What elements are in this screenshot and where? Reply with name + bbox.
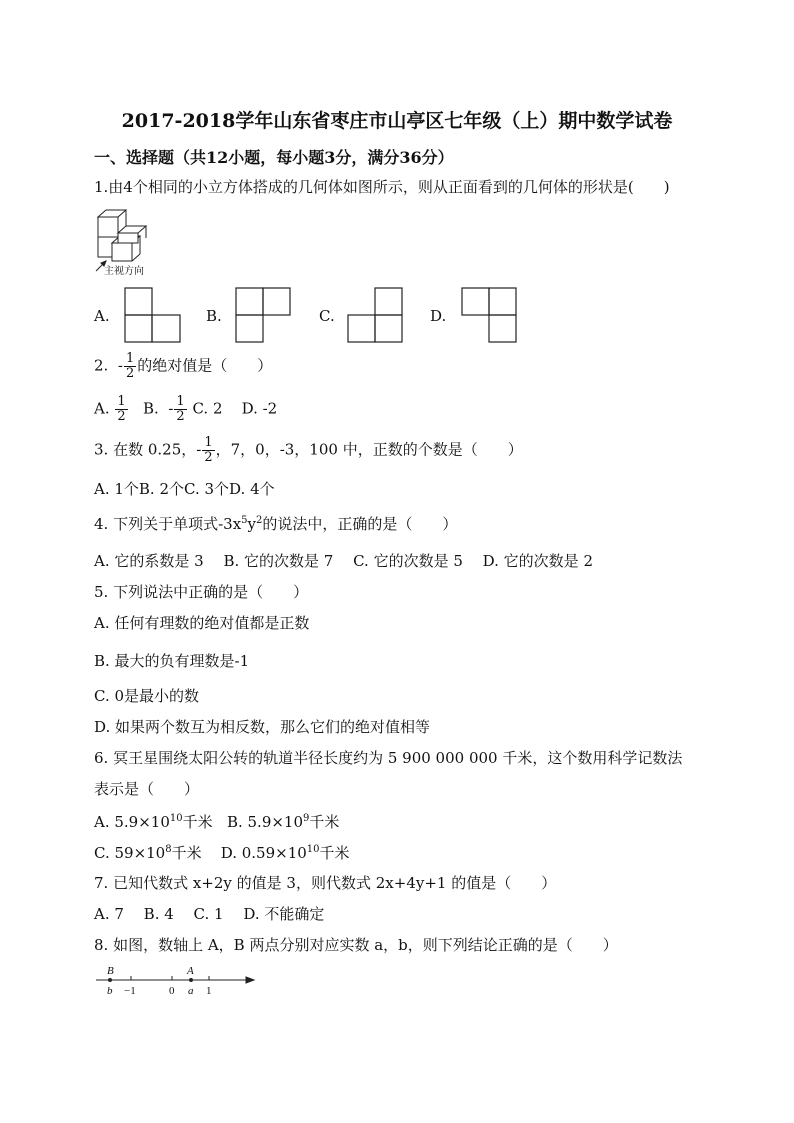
question-6-text-line1: 6. 冥王星围绕太阳公转的轨道半径长度约为 5 900 000 000 千米，这个数用科学记数法 [94, 749, 683, 767]
tick-one: 1 [206, 985, 212, 997]
point-a-label: A [187, 965, 194, 977]
fraction-half: $\frac{1}{2}$ [117, 394, 126, 424]
fraction-half: $\frac{1}{2}$ [204, 435, 213, 465]
question-5-option-c: C. 0是最小的数 [94, 687, 200, 705]
q1-option-d-label: D. [430, 307, 447, 325]
fraction-half: $\frac{1}{2}$ [176, 394, 185, 424]
question-2-text: 2. - $\frac{1}{2}$ 的绝对值是（ ） [94, 351, 273, 381]
question-6-options-ab: A. $5.9\times 10^{10}$千米 B. $5.9\times 10^9$千米 [94, 813, 340, 831]
question-3-text: 3. 在数 0.25，- $\frac{1}{2}$ ，7，0，-3，100 中，正数的个数是（ ） [94, 435, 523, 465]
question-5-option-a: A. 任何有理数的绝对值都是正数 [94, 614, 310, 632]
question-4-text: 4. 下列关于单项式$-3x^5y^2$的说法中，正确的是（ ） [94, 515, 458, 533]
question-3-options: A. 1个B. 2个C. 3个D. 4个 [94, 480, 275, 498]
q1-option-b-label: B. [206, 307, 222, 325]
question-2-options: A. $\frac{1}{2}$ B. - $\frac{1}{2}$ C. 2 D. -2 [94, 394, 278, 424]
question-1-text: 1.由4个相同的小立方体搭成的几何体如图所示，则从正面看到的几何体的形状是( ) [94, 178, 670, 196]
tick-zero: 0 [169, 985, 175, 997]
question-8-text: 8. 如图，数轴上 A，B 两点分别对应实数 a，b，则下列结论正确的是（ ） [94, 936, 618, 954]
question-7-options: A. 7 B. 4 C. 1 D. 不能确定 [94, 905, 325, 923]
question-5-text: 5. 下列说法中正确的是（ ） [94, 583, 309, 601]
question-5-option-d: D. 如果两个数互为相反数，那么它们的绝对值相等 [94, 718, 431, 736]
value-a-label: a [188, 985, 194, 997]
section-heading: 一、选择题（共12小题，每小题3分，满分36分） [94, 148, 454, 167]
q1-option-d-figure [461, 287, 519, 343]
question-4-options: A. 它的系数是 3 B. 它的次数是 7 C. 它的次数是 5 D. 它的次数是 2 [94, 552, 593, 570]
question-5-option-b: B. 最大的负有理数是-1 [94, 652, 250, 670]
question-6-options-cd: C. $59\times 10^8$千米 D. $0.59\times 10^{10}$千米 [94, 844, 350, 862]
q1-option-b-figure [235, 287, 293, 343]
point-b-label: B [107, 965, 114, 977]
question-7-text: 7. 已知代数式 x+2y 的值是 3，则代数式 2x+4y+1 的值是（ ） [94, 874, 557, 892]
q1-option-c-figure [347, 287, 405, 343]
page-title: 2017-2018学年山东省枣庄市山亭区七年级（上）期中数学试卷 [121, 110, 673, 132]
value-b-label: b [107, 985, 113, 997]
q1-option-c-label: C. [319, 307, 335, 325]
q1-option-a-figure [124, 287, 182, 343]
fraction-half: $\frac{1}{2}$ [125, 351, 135, 381]
q1-option-a-label: A. [94, 307, 110, 325]
number-line-figure [94, 962, 264, 1002]
tick-minus-one: −1 [124, 985, 136, 997]
question-6-text-line2: 表示是（ ） [94, 780, 200, 798]
view-direction-label: 主视方向 [104, 266, 144, 277]
